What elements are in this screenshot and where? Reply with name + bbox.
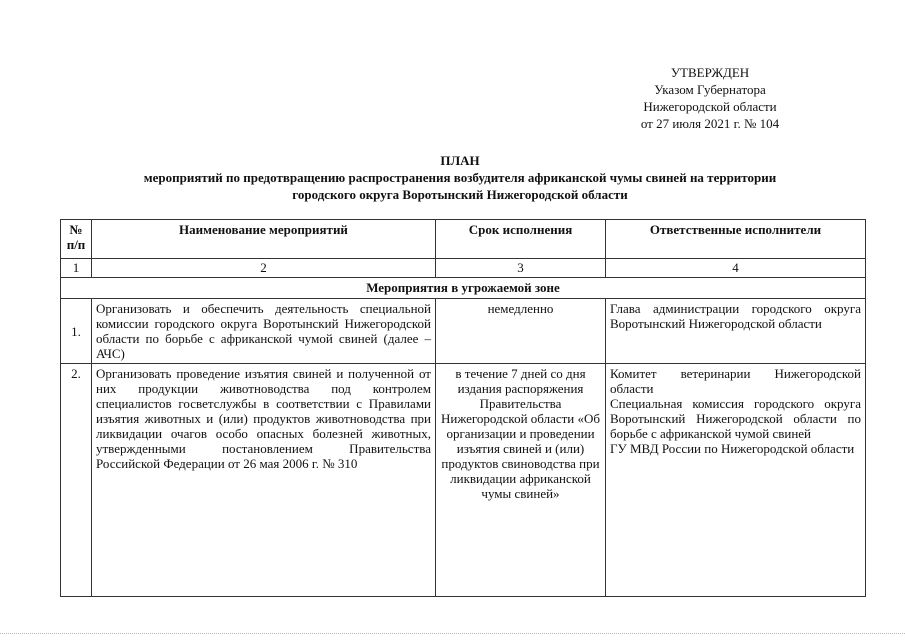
title-line-1: ПЛАН: [440, 153, 480, 168]
header-name: Наименование мероприятий: [92, 220, 436, 259]
table-header-row: [61, 220, 866, 259]
header-term: Срок исполнения: [436, 220, 606, 259]
table-row: [61, 364, 866, 597]
responsible-item: Глава администрации городского округа Воротынский Нижегородской области: [610, 301, 861, 331]
header-num: № п/п: [61, 220, 92, 259]
column-number: 2: [92, 259, 436, 278]
row-responsible: [606, 364, 866, 597]
row-number: 1.: [61, 299, 92, 364]
page-bottom-edge: [0, 633, 905, 640]
column-number-row: [61, 259, 866, 278]
table-row: [61, 299, 866, 364]
column-number: 3: [436, 259, 606, 278]
row-name: Организовать и обеспечить деятельность специальной комиссии городского округа Воротынский Нижегородской области по борьбе с африканской чумой свиней (далее – АЧС): [92, 299, 436, 364]
column-number: 4: [606, 259, 866, 278]
approval-stamp: [610, 64, 810, 132]
row-term: немедленно: [436, 299, 606, 364]
approval-line-3: Нижегородской области: [643, 99, 777, 114]
title-line-3: городского округа Воротынский Нижегородской области: [292, 187, 628, 202]
row-name: Организовать проведение изъятия свиней и полученной от них продукции животноводства под контролем специалистов госветслужбы в соответствии с Правилами изъятия животных и (или) продуктов животноводства при ликвидации очагов особо опасных болезней животных, утвержденными постановлением Правительства Российской Федерации от 26 мая 2006 г. № 310: [92, 364, 436, 597]
header-responsible: Ответственные исполнители: [606, 220, 866, 259]
row-responsible: [606, 299, 866, 364]
approval-line-1: УТВЕРЖДЕН: [670, 65, 750, 80]
section-title: Мероприятия в угрожаемой зоне: [61, 278, 866, 299]
responsible-item: Комитет ветеринарии Нижегородской области: [610, 366, 861, 396]
document-title: [60, 152, 860, 203]
approval-line-4: от 27 июля 2021 г. № 104: [640, 116, 780, 131]
plan-table: [60, 219, 866, 597]
row-term: в течение 7 дней со дня издания распоряжения Правительства Нижегородской области «Об организации и проведении изъятия свиней и (или) продуктов свиноводства при ликвидации африканской чумы свиней»: [436, 364, 606, 597]
column-number: 1: [61, 259, 92, 278]
row-number: 2.: [61, 364, 92, 597]
section-row: [61, 278, 866, 299]
responsible-item: ГУ МВД России по Нижегородской области: [610, 441, 855, 456]
title-line-2: мероприятий по предотвращению распространения возбудителя африканской чумы свиней на территории: [143, 170, 777, 185]
responsible-item: Специальная комиссия городского округа Воротынский Нижегородской области по борьбе с африканской чумой свиней: [610, 396, 861, 441]
approval-line-2: Указом Губернатора: [654, 82, 766, 97]
